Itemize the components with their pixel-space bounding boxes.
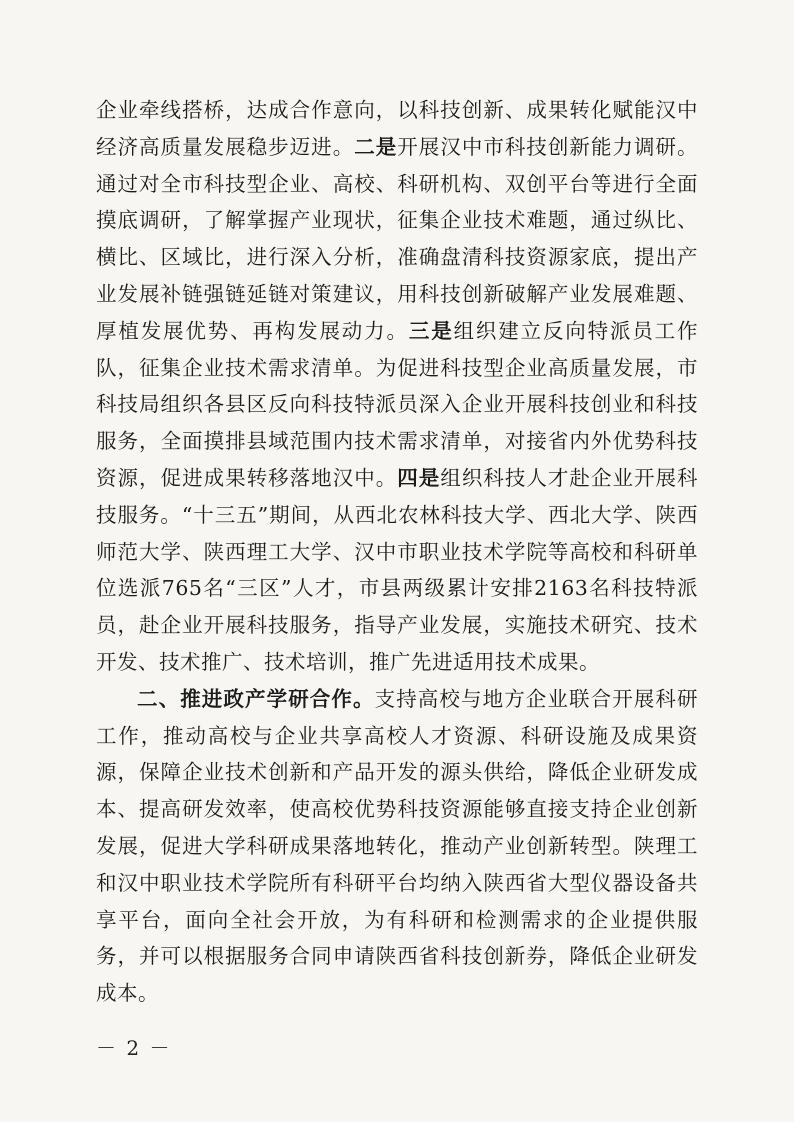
text-run: 支持高校与地方企业联合开展科研工作，推动高校与企业共享高校人才资源、科研设施及成果资源，保障企业技术创新和产品开发的源头供给，降低企业研发成本、提高研发效率，使高校优势科技资源能够直接支持企业创新发展，促进大学科研成果落地转化，推动产业创新转型。陕理工和汉中职业技术学院所有科研平台均纳入陕西省大型仪器设备共享平台，面向全社会开放，为有科研和检测需求的企业提供服务，并可以根据服务合同申请陕西省科技创新券，降低企业研发成本。 bbox=[96, 686, 699, 1006]
text-run: 组织建立反向特派员工作队，征集企业技术需求清单。为促进科技型企业高质量发展，市科技局组织各县区反向科技特派员深入企业开展科技创业和科技服务，全面摸排县域范围内技术需求清单，对接省内外优势科技资源，促进成果转移落地汉中。 bbox=[96, 318, 699, 490]
section-heading: 二、推进政产学研合作。 bbox=[137, 686, 375, 711]
bold-run: 三是 bbox=[408, 318, 454, 343]
bold-run: 四是 bbox=[397, 465, 441, 490]
text-run: 企业牵线搭桥，达成合作意向，以科技创新、成果转化赋能汉中经济高质量发展稳步迈进。 bbox=[96, 98, 698, 159]
text-run: 开展汉中市科技创新能力调研。通过对全市科技型企业、高校、科研机构、双创平台等进行全面摸底调研，了解掌握产业现状，征集企业技术难题，通过纵比、横比、区域比，进行深入分析，准确盘清科技资源家底，提出产业发展补链强链延链对策建议，用科技创新破解产业发展难题、厚植发展优势、再构发展动力。 bbox=[96, 134, 699, 343]
paragraph-2 bbox=[96, 681, 698, 1012]
text-run: 组织科技人才赴企业开展科技服务。“十三五”期间，从西北农林科技大学、西北大学、陕西师范大学、陕西理工大学、汉中市职业技术学院等高校和科研单位选派765名“三区”人才，市县两级累计安排2163名科技特派员，赴企业开展科技服务，指导产业发展，实施技术研究、技术开发、技术推广、技术培训，推广先进适用技术成果。 bbox=[96, 465, 699, 674]
paragraph-1 bbox=[96, 92, 698, 681]
bold-run: 二是 bbox=[354, 134, 398, 159]
document-body bbox=[96, 92, 698, 1012]
page-number: － 2 － bbox=[96, 1036, 172, 1060]
